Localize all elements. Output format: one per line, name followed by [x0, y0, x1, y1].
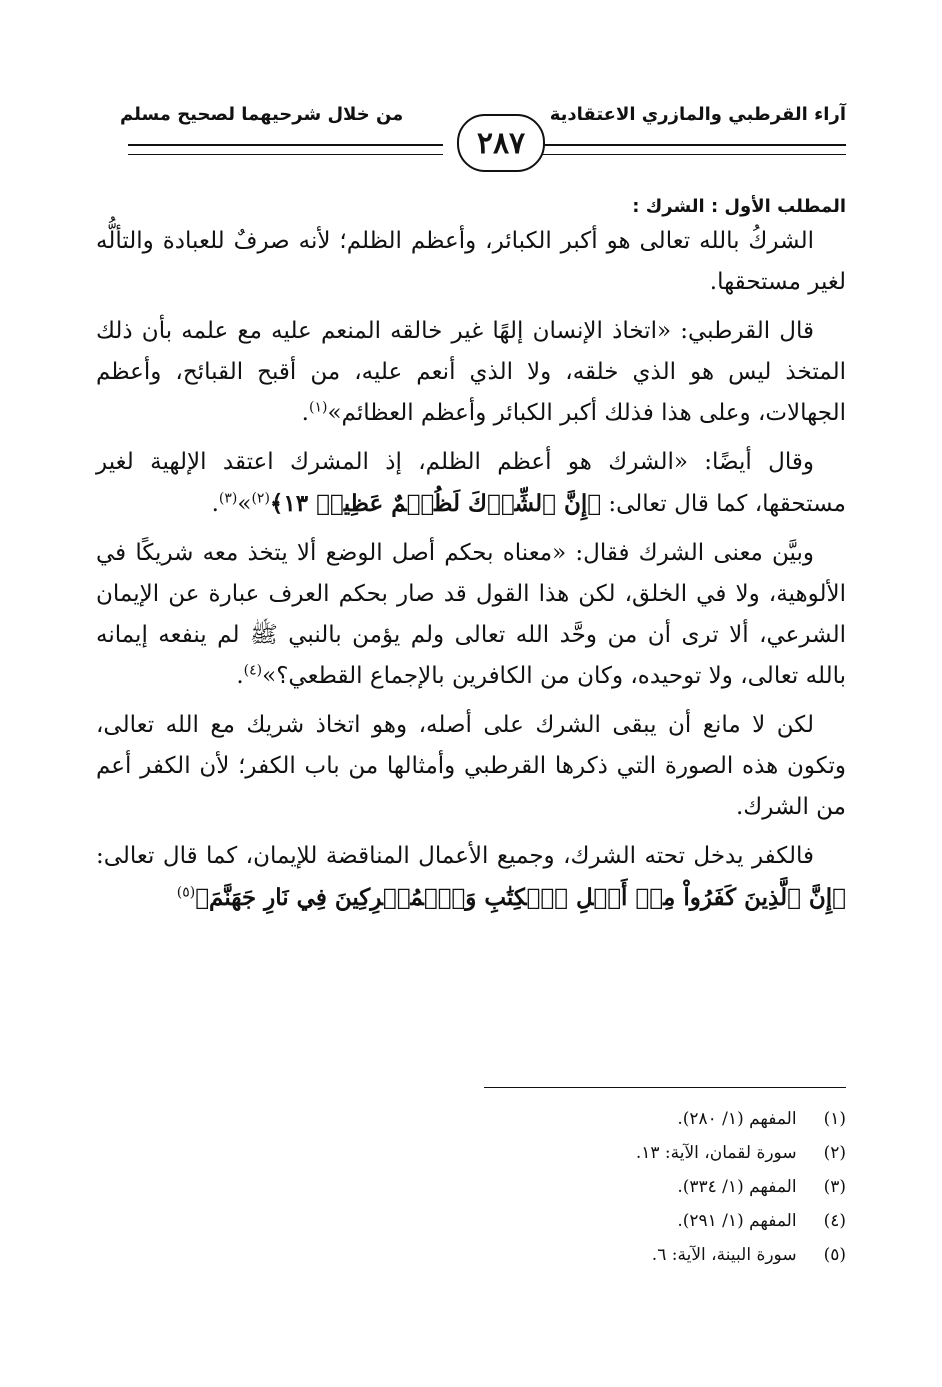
paragraph-4-text: وبيَّن معنى الشرك فقال: «معناه بحكم أصل الوضع ألا يتخذ معه شريكًا في الألوهية، ولا في الخلق، لكن هذا القول قد صار بحكم العرف عبارة عن الإيمان الشرعي، ألا ترى أن من وحَّد الله تعالى ولم يؤمن بالنبي ﷺ لم ينفعه إيمانه بالله تعالى، ولا توحيده، وكان من الكافرين بالإجماع القطعي؟»	[96, 540, 846, 689]
main-text	[96, 196, 846, 927]
paragraph-3	[96, 442, 846, 525]
paragraph-2	[96, 311, 846, 434]
footnote-ref-5: (٥)	[176, 884, 196, 901]
footnote-number: (٢)	[823, 1143, 846, 1163]
running-title-right: آراء القرطبي والمازري الاعتقادية	[549, 104, 846, 125]
footnote-ref-3: (٣)	[218, 490, 238, 507]
paragraph-5-text: لكن لا مانع أن يبقى الشرك على أصله، وهو اتخاذ شريك مع الله تعالى، وتكون هذه الصورة التي ذكرها القرطبي وأمثالها من باب الكفر؛ لأن الكفر أعم من الشرك.	[96, 712, 846, 820]
paragraph-2-text: قال القرطبي: «اتخاذ الإنسان إلهًا غير خالقه المنعم عليه مع علمه بأن ذلك المتخذ ليس هو الذي خلقه، ولا الذي أنعم عليه، من أقبح القبائح، وأعظم الجهالات، وعلى هذا فذلك أكبر الكبائر وأعظم العظائم»	[96, 318, 846, 426]
footnote-text: المفهم (١/ ٣٣٤).	[677, 1177, 797, 1197]
footnote-item	[96, 1204, 846, 1238]
paragraph-3-close-quote: »	[237, 491, 252, 517]
footnote-text: المفهم (١/ ٢٩١).	[677, 1211, 797, 1231]
paragraph-6	[96, 836, 846, 919]
footnote-number: (٣)	[823, 1177, 846, 1197]
header-rule-left-bottom	[128, 154, 443, 155]
paragraph-2-end: .	[301, 400, 309, 426]
header-rule-right-top	[532, 144, 846, 146]
page-header	[120, 98, 846, 184]
footnote-item	[96, 1136, 846, 1170]
footnote-separator	[484, 1087, 846, 1088]
footnote-ref-4: (٤)	[243, 662, 263, 679]
footnote-text: المفهم (١/ ٢٨٠).	[677, 1109, 797, 1129]
paragraph-6-text: فالكفر يدخل تحته الشرك، وجميع الأعمال المناقضة للإيمان، كما قال تعالى:	[96, 843, 814, 869]
footnote-number: (٤)	[823, 1211, 846, 1231]
footnote-ref-1: (١)	[308, 399, 328, 416]
paragraph-3-text: وقال أيضًا: «الشرك هو أعظم الظلم، إذ المشرك اعتقد الإلهية لغير مستحقها، كما قال تعالى:	[96, 449, 846, 517]
paragraph-4	[96, 533, 846, 697]
footnote-item	[96, 1170, 846, 1204]
section-title: المطلب الأول : الشرك :	[632, 196, 846, 217]
paragraph-1	[96, 221, 846, 303]
paragraph-4-end: .	[236, 663, 244, 689]
footnote-item	[96, 1102, 846, 1136]
quran-verse-bayyina: ﴿إِنَّ ٱلَّذِينَ كَفَرُواْ مِنۡ أَهۡلِ ٱلۡكِتَٰبِ وَٱلۡمُشۡرِكِينَ فِي نَارِ جَهَنَّمَ﴾	[195, 884, 846, 911]
header-rule-right-bottom	[532, 154, 846, 155]
footnote-ref-2: (٢)	[251, 490, 270, 507]
paragraph-1-text: الشركُ بالله تعالى هو أكبر الكبائر، وأعظم الظلم؛ لأنه صرفٌ للعبادة والتألُّه لغير مستحقها.	[96, 228, 846, 295]
footnote-item	[96, 1238, 846, 1272]
running-title-left: من خلال شرحيهما لصحيح مسلم	[120, 104, 404, 125]
footnote-text: سورة لقمان، الآية: ١٣.	[635, 1143, 797, 1163]
footnotes	[96, 1102, 846, 1272]
page-number: ٢٨٧	[457, 114, 545, 172]
paragraph-5	[96, 705, 846, 828]
paragraph-3-end: .	[211, 491, 219, 517]
footnote-number: (١)	[823, 1109, 846, 1129]
footnote-number: (٥)	[823, 1245, 846, 1265]
footnote-text: سورة البينة، الآية: ٦.	[651, 1245, 797, 1265]
quran-verse-luqman: ﴿إِنَّ ٱلشِّرۡكَ لَظُلۡمٌ عَظِيمٞ ١٣﴾	[269, 490, 602, 517]
header-rule-left-top	[128, 144, 443, 146]
